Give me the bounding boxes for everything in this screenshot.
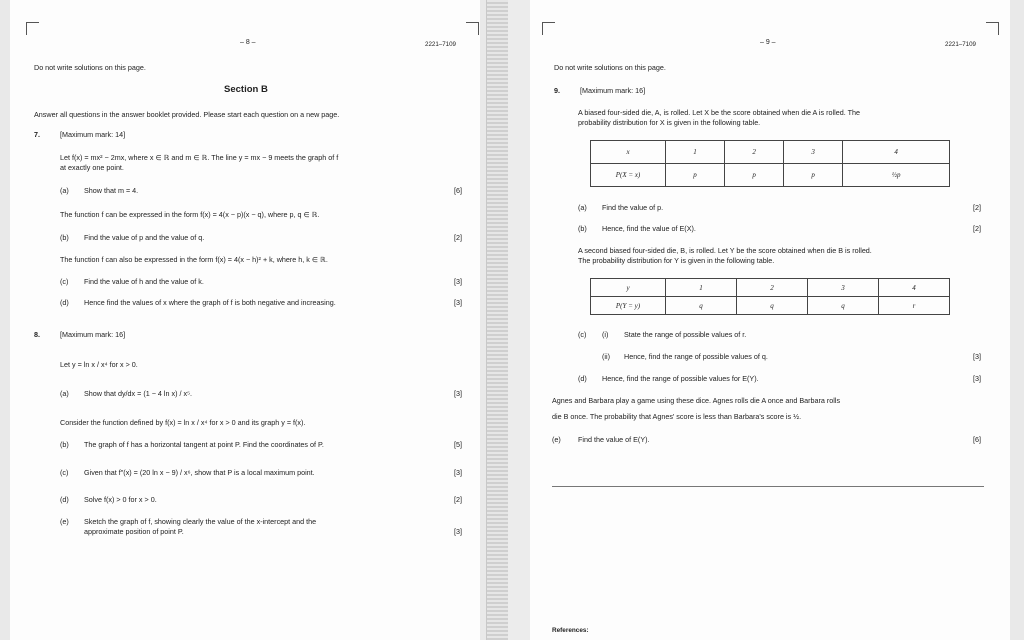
table-cell: y [591, 279, 666, 297]
paper-code: 2221–7109 [945, 41, 976, 48]
q8-max-mark: [Maximum mark: 16] [60, 330, 126, 339]
q9-intro-cont: probability distribution for X is given in the following table. [578, 118, 761, 127]
q9b-label: (b) [578, 224, 587, 233]
q8e-text-cont: approximate position of point P. [84, 527, 184, 536]
page-number: – 8 – [240, 39, 256, 46]
q8-intro: Let y = ln x / x⁴ for x > 0. [60, 360, 138, 369]
table-cell: 2 [737, 279, 808, 297]
end-rule [552, 486, 984, 487]
q9e-text: Find the value of E(Y). [578, 435, 650, 444]
table-cell: ½p [843, 164, 950, 187]
table-x-distribution [590, 140, 950, 187]
section-heading: Section B [224, 84, 268, 95]
q9-mid: A second biased four-sided die, B, is rolled. Let Y be the score obtained when die B is rolled. [578, 246, 872, 255]
q7c-label: (c) [60, 277, 69, 286]
table-cell: 2 [725, 141, 784, 164]
table-row [591, 164, 950, 187]
q9-game-cont: die B once. The probability that Agnes' score is less than Barbara's score is ½. [552, 412, 802, 421]
crop-mark-top-left [542, 22, 555, 35]
q7a-label: (a) [60, 186, 69, 195]
q9d-mark: [3] [973, 374, 981, 383]
table-cell: q [808, 297, 879, 315]
references-label: References: [552, 627, 589, 634]
q8a-mark: [3] [454, 389, 462, 398]
q7b-text: Find the value of p and the value of q. [84, 233, 205, 242]
table-cell: q [666, 297, 737, 315]
q7c-mark: [3] [454, 277, 462, 286]
table-cell: 4 [879, 279, 950, 297]
q8d-label: (d) [60, 495, 69, 504]
q9-game: Agnes and Barbara play a game using these dice. Agnes rolls die A once and Barbara rolls [552, 396, 841, 405]
q8d-text: Solve f(x) > 0 for x > 0. [84, 495, 157, 504]
q7-intro-cont: at exactly one point. [60, 163, 124, 172]
q8b-text: The graph of f has a horizontal tangent at point P. Find the coordinates of P. [84, 440, 324, 449]
table-cell: r [879, 297, 950, 315]
table-row [591, 141, 950, 164]
q9ci-label: (i) [602, 330, 609, 339]
table-cell: p [784, 164, 843, 187]
q8e-label: (e) [60, 517, 69, 526]
table-cell: P(X = x) [591, 164, 666, 187]
page-number: – 9 – [760, 39, 776, 46]
do-not-write-note: Do not write solutions on this page. [34, 63, 146, 72]
q7d-label: (d) [60, 298, 69, 307]
q8a-label: (a) [60, 389, 69, 398]
q7-intro: Let f(x) = mx² − 2mx, where x ∈ ℝ and m ∈ ℝ. The line y = mx − 9 meets the graph of f [60, 153, 339, 162]
table-cell: p [725, 164, 784, 187]
q9d-text: Hence, find the range of possible values for E(Y). [602, 374, 759, 383]
table-cell: 4 [843, 141, 950, 164]
q9-number: 9. [554, 86, 560, 95]
table-cell: p [666, 164, 725, 187]
q9c-mark: [3] [973, 352, 981, 361]
q8e-text: Sketch the graph of f, showing clearly the value of the x-intercept and the [84, 517, 317, 526]
q9a-text: Find the value of p. [602, 203, 664, 212]
q8e-mark: [3] [454, 527, 462, 536]
q8d-mark: [2] [454, 495, 462, 504]
table-y-distribution [590, 278, 950, 315]
table-row [591, 279, 950, 297]
q9-mid-cont: The probability distribution for Y is given in the following table. [578, 256, 775, 265]
q7b-mark: [2] [454, 233, 462, 242]
table-row [591, 297, 950, 315]
table-cell: 3 [784, 141, 843, 164]
q8c-mark: [3] [454, 468, 462, 477]
q9c-label: (c) [578, 330, 587, 339]
table-cell: 1 [666, 141, 725, 164]
q9cii-text: Hence, find the range of possible values of q. [624, 352, 768, 361]
right-page [530, 0, 1010, 640]
instructions: Answer all questions in the answer booklet provided. Please start each question on a new page. [34, 110, 340, 119]
q8-number: 8. [34, 330, 40, 339]
q8a-text: Show that dy/dx = (1 − 4 ln x) / x⁵. [84, 389, 193, 398]
q9-intro: A biased four-sided die, A, is rolled. Let X be the score obtained when die A is rolled. The [578, 108, 860, 117]
table-cell: x [591, 141, 666, 164]
q7d-mark: [3] [454, 298, 462, 307]
table-cell: P(Y = y) [591, 297, 666, 315]
q7-mid2: The function f can also be expressed in the form f(x) = 4(x − h)² + k, where h, k ∈ ℝ. [60, 255, 328, 264]
left-page [10, 0, 480, 640]
q7a-mark: [6] [454, 186, 462, 195]
q9b-text: Hence, find the value of E(X). [602, 224, 696, 233]
q9d-label: (d) [578, 374, 587, 383]
table-cell: 3 [808, 279, 879, 297]
page-gap [508, 0, 530, 640]
q9ci-text: State the range of possible values of r. [624, 330, 747, 339]
q9a-label: (a) [578, 203, 587, 212]
q7-max-mark: [Maximum mark: 14] [60, 130, 126, 139]
q9a-mark: [2] [973, 203, 981, 212]
q8-mid: Consider the function defined by f(x) = ln x / x⁴ for x > 0 and its graph y = f(x). [60, 418, 306, 427]
crop-mark-top-left [26, 22, 39, 35]
crop-mark-top-right [466, 22, 479, 35]
q9e-label: (e) [552, 435, 561, 444]
q7-number: 7. [34, 130, 40, 139]
q9cii-label: (ii) [602, 352, 610, 361]
table-cell: 1 [666, 279, 737, 297]
table-cell: q [737, 297, 808, 315]
q8b-mark: [5] [454, 440, 462, 449]
q7d-text: Hence find the values of x where the graph of f is both negative and increasing. [84, 298, 336, 307]
q8c-text: Given that f″(x) = (20 ln x − 9) / x⁶, show that P is a local maximum point. [84, 468, 315, 477]
q8c-label: (c) [60, 468, 69, 477]
crop-mark-top-right [986, 22, 999, 35]
q8b-label: (b) [60, 440, 69, 449]
paper-code: 2221–7109 [425, 41, 456, 48]
page-gutter [486, 0, 510, 640]
q7-mid1: The function f can be expressed in the form f(x) = 4(x − p)(x − q), where p, q ∈ ℝ. [60, 210, 320, 219]
q7c-text: Find the value of h and the value of k. [84, 277, 204, 286]
q9e-mark: [6] [973, 435, 981, 444]
q9b-mark: [2] [973, 224, 981, 233]
do-not-write-note: Do not write solutions on this page. [554, 63, 666, 72]
q7b-label: (b) [60, 233, 69, 242]
q7a-text: Show that m = 4. [84, 186, 139, 195]
q9-max-mark: [Maximum mark: 16] [580, 86, 646, 95]
